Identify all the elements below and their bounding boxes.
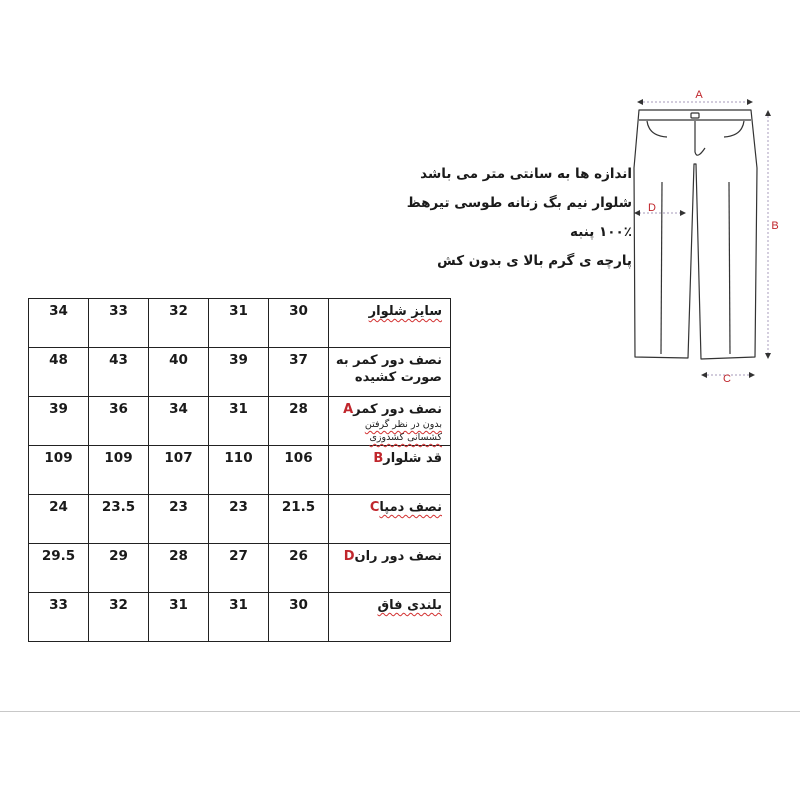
crease-right-line xyxy=(729,182,730,354)
table-cell: 31 xyxy=(209,593,269,642)
row-letter: C xyxy=(369,500,380,515)
table-cell: 33 xyxy=(89,299,149,348)
row-label: نصف دمپا xyxy=(379,500,442,515)
arrow-c-left-icon xyxy=(701,372,707,378)
table-cell: 107 xyxy=(149,446,209,495)
row-label: نصف دور کمر xyxy=(353,402,442,417)
table-row-hem xyxy=(29,495,451,544)
row-label-cell xyxy=(329,593,451,642)
row-letter: B xyxy=(373,451,384,466)
table-cell: 43 xyxy=(89,348,149,397)
dimension-label-b: B xyxy=(771,220,779,232)
table-row-length xyxy=(29,446,451,495)
table-row-size xyxy=(29,299,451,348)
row-label: سایز شلوار xyxy=(368,304,442,319)
row-label-cell xyxy=(329,397,451,446)
table-cell: 31 xyxy=(149,593,209,642)
product-notes xyxy=(372,160,632,276)
table-cell: 30 xyxy=(269,593,329,642)
table-cell: 109 xyxy=(29,446,89,495)
size-table xyxy=(28,298,451,642)
table-cell: 31 xyxy=(209,299,269,348)
row-label-cell xyxy=(329,348,451,397)
table-cell: 29.5 xyxy=(29,544,89,593)
table-cell: 27 xyxy=(209,544,269,593)
table-cell: 40 xyxy=(149,348,209,397)
row-label-cell xyxy=(329,446,451,495)
table-cell: 32 xyxy=(149,299,209,348)
row-label: نصف دور کمر به صورت کشیده xyxy=(335,353,442,385)
row-label: قد شلوار xyxy=(383,451,442,466)
table-cell: 39 xyxy=(29,397,89,446)
material-note: ۱۰۰٪ پنبه xyxy=(570,224,632,240)
arrow-a-right-icon xyxy=(747,99,753,105)
fly-stitch-line xyxy=(695,121,705,155)
arrow-c-right-icon xyxy=(749,372,755,378)
table-cell: 23.5 xyxy=(89,495,149,544)
table-cell: 34 xyxy=(29,299,89,348)
table-cell: 28 xyxy=(149,544,209,593)
row-label: بلندی فاق xyxy=(377,598,442,613)
pocket-right-line xyxy=(724,121,744,137)
product-title: شلوار نیم بگ زنانه طوسی تیرهظ xyxy=(406,195,632,211)
table-cell: 26 xyxy=(269,544,329,593)
table-cell: 23 xyxy=(149,495,209,544)
table-cell: 28 xyxy=(269,397,329,446)
row-letter: D xyxy=(343,549,355,564)
table-cell: 39 xyxy=(209,348,269,397)
table-cell: 106 xyxy=(269,446,329,495)
dimension-label-d: D xyxy=(648,202,656,214)
table-cell: 30 xyxy=(269,299,329,348)
table-cell: 29 xyxy=(89,544,149,593)
units-note: اندازه ها به سانتی متر می باشد xyxy=(420,166,632,182)
table-row-rise xyxy=(29,593,451,642)
dimension-label-c: C xyxy=(723,373,731,385)
table-row-stretched-waist xyxy=(29,348,451,397)
row-sub-label: بدون در نظر گرفتن کشسانی کشدوزی xyxy=(364,419,442,443)
arrow-b-top-icon xyxy=(765,110,771,116)
table-cell: 36 xyxy=(89,397,149,446)
pants-measurement-diagram xyxy=(625,82,800,387)
arrow-d-left-icon xyxy=(634,210,640,216)
table-cell: 37 xyxy=(269,348,329,397)
pocket-left-line xyxy=(647,121,667,137)
crease-left-line xyxy=(661,182,662,354)
arrow-a-left-icon xyxy=(637,99,643,105)
table-row-thigh xyxy=(29,544,451,593)
row-label: نصف دور ران xyxy=(354,549,442,564)
row-label-cell xyxy=(329,495,451,544)
row-label-cell xyxy=(329,299,451,348)
table-cell: 31 xyxy=(209,397,269,446)
table-cell: 21.5 xyxy=(269,495,329,544)
table-cell: 33 xyxy=(29,593,89,642)
row-label-cell xyxy=(329,544,451,593)
arrow-b-bottom-icon xyxy=(765,353,771,359)
page-divider xyxy=(0,711,800,712)
table-cell: 110 xyxy=(209,446,269,495)
dimension-label-a: A xyxy=(695,89,703,101)
table-cell: 109 xyxy=(89,446,149,495)
button-icon xyxy=(691,113,699,118)
table-cell: 24 xyxy=(29,495,89,544)
table-cell: 32 xyxy=(89,593,149,642)
table-cell: 34 xyxy=(149,397,209,446)
table-row-waist xyxy=(29,397,451,446)
table-cell: 23 xyxy=(209,495,269,544)
arrow-d-right-icon xyxy=(680,210,686,216)
table-cell: 48 xyxy=(29,348,89,397)
row-letter: A xyxy=(343,402,354,417)
fabric-note: پارچه ی گرم بالا ی بدون کش xyxy=(437,253,632,269)
